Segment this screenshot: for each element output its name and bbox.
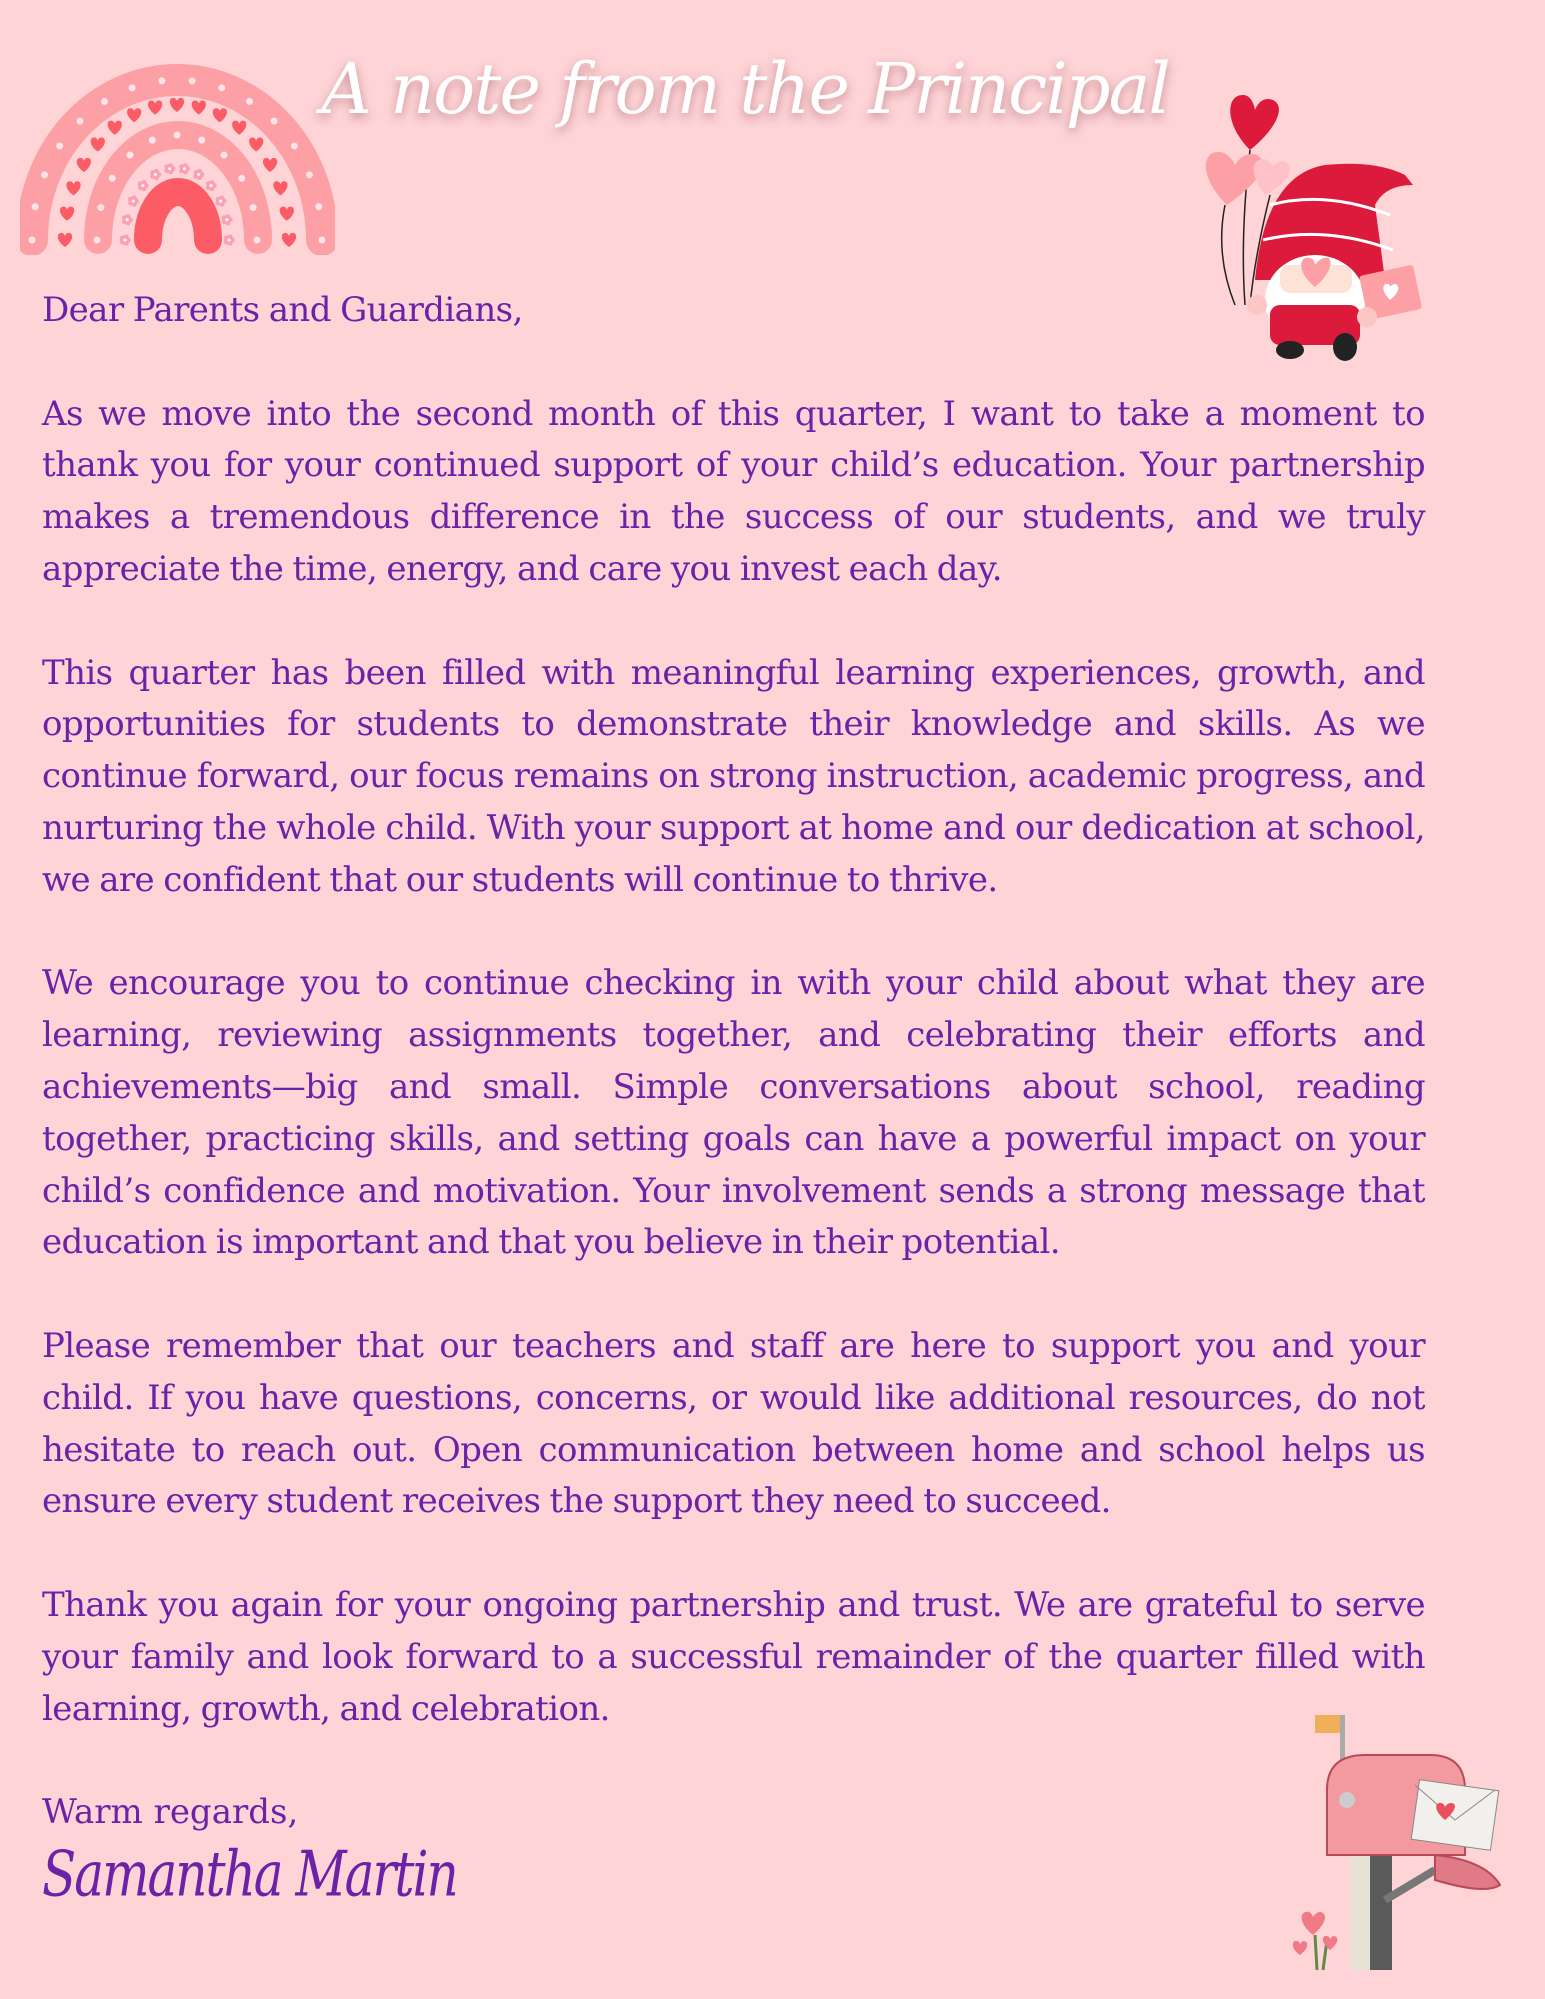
rainbow-dot <box>291 142 298 149</box>
rainbow-dot <box>94 237 101 244</box>
rainbow-dot <box>254 237 261 244</box>
flower-icon <box>193 169 204 180</box>
rainbow-dot <box>56 142 63 149</box>
valentine-mailbox-illustration <box>1285 1710 1510 1980</box>
flower-icon <box>138 180 149 191</box>
letter-greeting: Dear Parents and Guardians, <box>42 290 523 330</box>
heart-flowers-icon <box>1293 1912 1337 1970</box>
heart-icon <box>280 207 294 221</box>
signature: Samantha Martin <box>42 1838 457 1911</box>
letter-paragraph: Please remember that our teachers and staff are here to support you and your child. If you have questions, concerns, or would like additional resources, do not hesitate to reach out. Open communication between home and school helps us ensure every student receives the support they need to succeed. <box>42 1325 1425 1522</box>
flower-icon <box>164 163 175 174</box>
heart-icon <box>213 108 227 122</box>
heart-icon <box>148 101 162 115</box>
rainbow-dot <box>174 132 181 139</box>
heart-icon <box>232 121 246 135</box>
rainbow-dot <box>126 152 133 159</box>
heart-rainbow-illustration <box>20 60 335 255</box>
rainbow-dot <box>319 237 326 244</box>
flower-icon <box>179 163 190 174</box>
heart-icon <box>60 207 74 221</box>
heart-icon <box>192 101 206 115</box>
heart-icon <box>66 181 80 195</box>
letter-paragraph: As we move into the second month of this quarter, I want to take a moment to thank you for your continued support of your child’s education. Your partnership makes a tremendous difference in the success of our students, and we truly appreciate the time, energy, and care you invest each day. <box>42 393 1425 589</box>
flower-icon <box>222 214 233 225</box>
heart-icon <box>58 233 72 247</box>
page-title: A note from the Principal <box>321 48 1169 130</box>
flower-icon <box>206 180 217 191</box>
rainbow-dot <box>306 171 313 178</box>
heart-icon <box>170 98 184 112</box>
letter-paragraph: Thank you again for your ongoing partnership and trust. We are grateful to serve your family and look forward to a successful remainder of the quarter filled with learning, growth, and celebration. <box>42 1584 1425 1729</box>
heart-balloon-icon <box>1206 95 1290 205</box>
flower-icon <box>150 169 161 180</box>
rainbow-dot <box>41 171 48 178</box>
rainbow-dot <box>109 175 116 182</box>
heart-icon <box>263 158 277 172</box>
rainbow-inner-arc <box>148 192 208 240</box>
heart-icon <box>273 181 287 195</box>
flower-icon <box>216 195 227 206</box>
rainbow-dot <box>76 118 83 125</box>
mailbox-post <box>1350 1855 1435 1970</box>
heart-icon <box>91 137 105 151</box>
heart-icon <box>249 137 263 151</box>
rainbow-dot <box>238 175 245 182</box>
flower-icon <box>122 214 133 225</box>
rainbow-dot <box>315 203 322 210</box>
flower-icon <box>128 195 139 206</box>
rainbow-dot <box>221 152 228 159</box>
letter-paragraph: This quarter has been filled with meaningful learning experiences, growth, and opportunities for students to demonstrate their knowledge and skills. As we continue forward, our focus remains on strong instruction, academic progress, and nurturing the whole child. With your support at home and our dedication at school, we are confident that our students will continue to thrive. <box>42 652 1425 900</box>
rainbow-dot <box>218 84 225 91</box>
rainbow-dot <box>271 118 278 125</box>
heart-icon <box>77 158 91 172</box>
letter-body <box>42 285 1425 1787</box>
flower-icon <box>120 234 131 245</box>
heart-icon <box>127 108 141 122</box>
letter-closing: Warm regards, <box>42 1792 299 1832</box>
rainbow-dot <box>246 98 253 105</box>
letter-paragraph: We encourage you to continue checking in with your child about what they are learning, reviewing assignments together, and celebrating their efforts and achievements—big and small. Simple conversations about school, reading together, practicing skills, and setting goals can have a powerful impact on your child’s confidence and motivation. Your involvement sends a strong message that education is important and that you believe in their potential. <box>42 963 1425 1263</box>
rainbow-dot <box>101 98 108 105</box>
rainbow-dot <box>189 77 196 84</box>
heart-icon <box>108 121 122 135</box>
rainbow-dot <box>32 203 39 210</box>
rainbow-dot <box>198 137 205 144</box>
rainbow-dot <box>129 84 136 91</box>
rainbow-dot <box>250 204 257 211</box>
envelope-heart-icon <box>1411 1780 1499 1851</box>
heart-icon <box>282 233 296 247</box>
rainbow-dot <box>158 77 165 84</box>
rainbow-dot <box>97 204 104 211</box>
rainbow-dot <box>149 137 156 144</box>
rainbow-dot <box>29 237 36 244</box>
flower-icon <box>224 234 235 245</box>
